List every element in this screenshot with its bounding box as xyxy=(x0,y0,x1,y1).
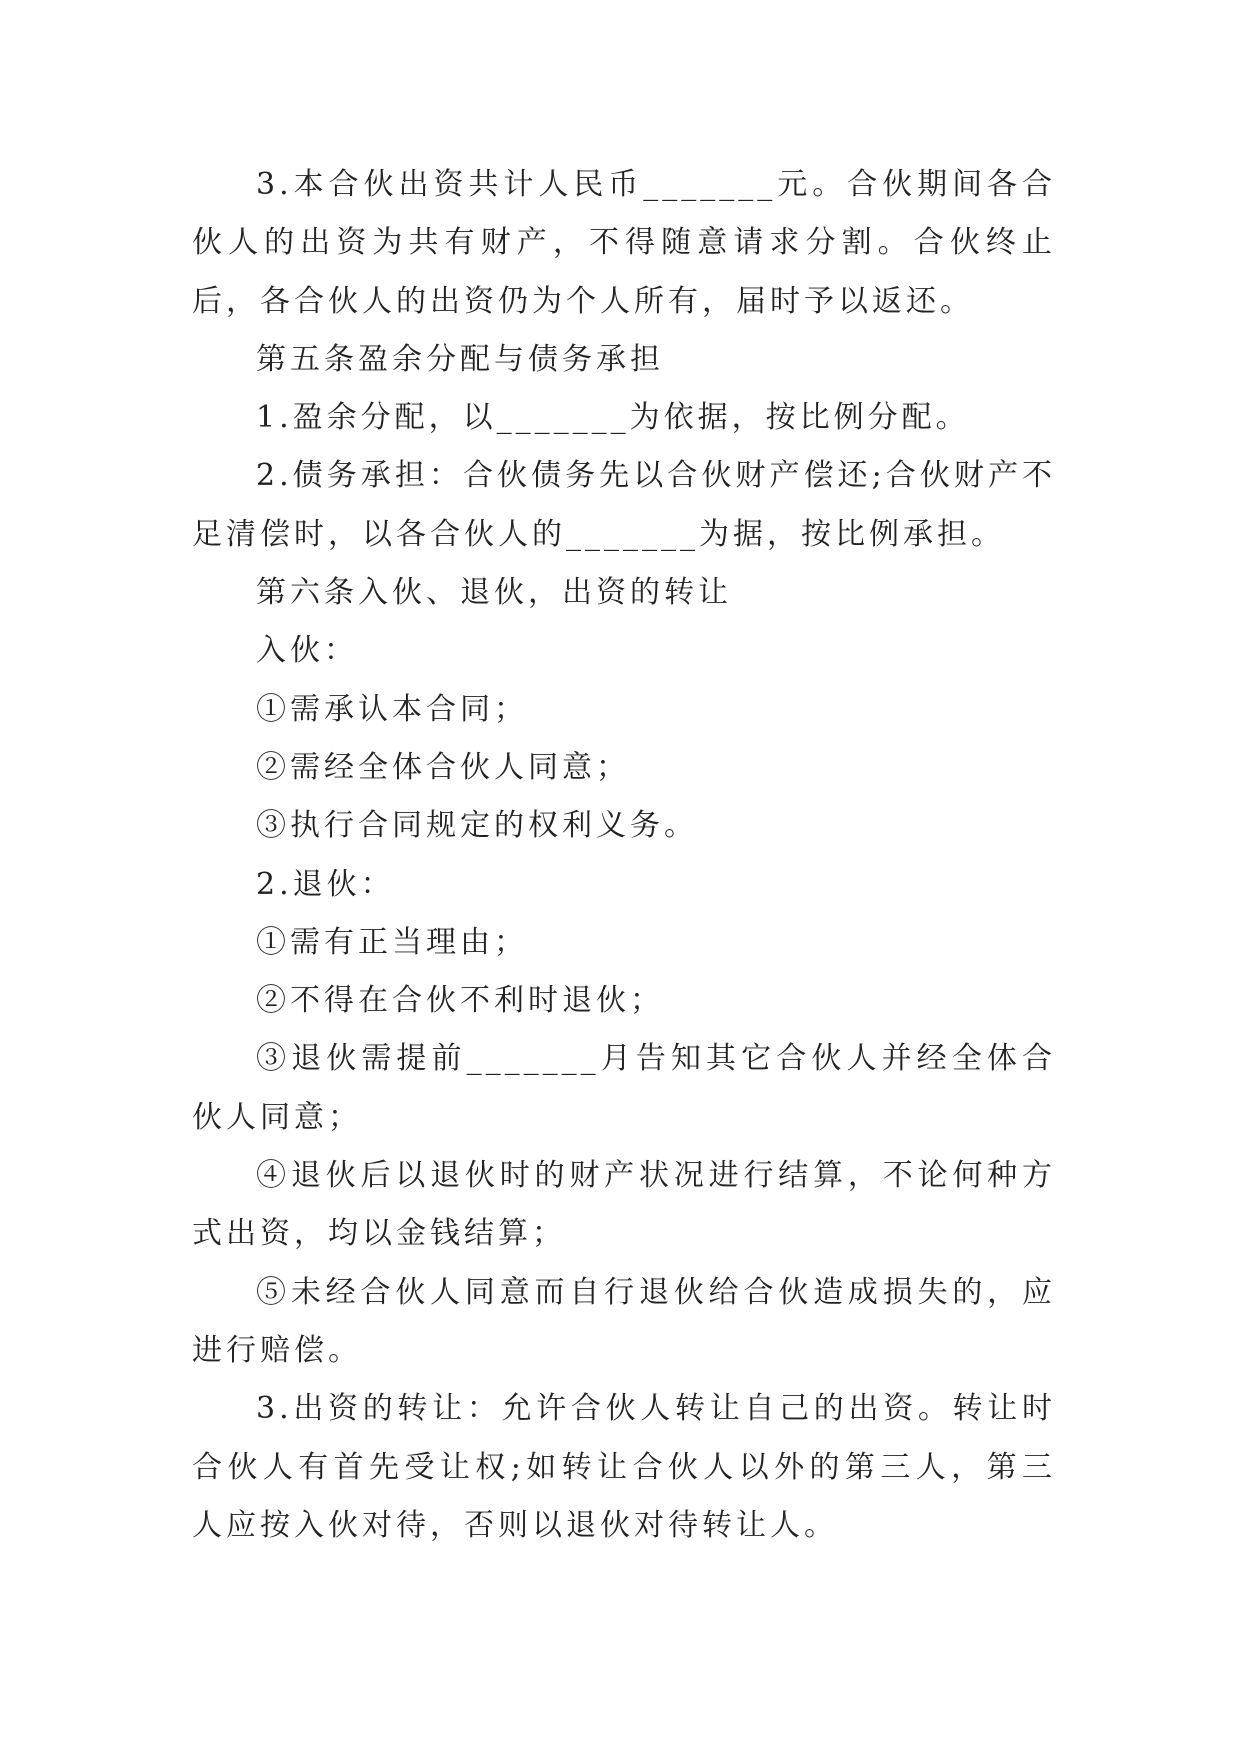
list-item-joining-2: ②需经全体合伙人同意； xyxy=(256,749,630,785)
paragraph-capital-transfer: 3.出资的转让：允许合伙人转让自己的出资。转让时合伙人有首先受让权;如转让合伙人以外的第三人，第三人应按入伙对待，否则以退伙对待转让人。 xyxy=(192,1391,1056,1543)
list-item-withdrawal-2: ②不得在合伙不利时退伙； xyxy=(256,983,664,1019)
paragraph-joining-title: 入伙： xyxy=(256,633,358,669)
list-item-withdrawal-5: ⑤未经合伙人同意而自行退伙给合伙造成损失的，应进行赔偿。 xyxy=(192,1274,1056,1368)
paragraph-withdrawal-title: 2.退伙： xyxy=(256,866,395,902)
paragraph-profit-distribution: 1.盈余分配，以_______为依据，按比例分配。 xyxy=(256,400,970,436)
paragraph-debt-bearing: 2.债务承担：合伙债务先以合伙财产偿还;合伙财产不足清偿时，以各合伙人的_______为据，按比例承担。 xyxy=(192,458,1056,552)
article-6-heading: 第六条入伙、退伙，出资的转让 xyxy=(256,575,732,611)
list-item-joining-3: ③执行合同规定的权利义务。 xyxy=(256,808,698,844)
list-item-withdrawal-3: ③退伙需提前_______月告知其它合伙人并经全体合伙人同意； xyxy=(192,1041,1056,1135)
list-item-withdrawal-1: ①需有正当理由； xyxy=(256,924,528,960)
list-item-joining-1: ①需承认本合同； xyxy=(256,691,528,727)
article-5-heading: 第五条盈余分配与债务承担 xyxy=(256,341,664,377)
document-body xyxy=(192,156,1056,1555)
list-item-withdrawal-4: ④退伙后以退伙时的财产状况进行结算，不论何种方式出资，均以金钱结算； xyxy=(192,1158,1056,1252)
paragraph-capital-total: 3.本合伙出资共计人民币_______元。合伙期间各合伙人的出资为共有财产，不得随意请求分割。合伙终止后，各合伙人的出资仍为个人所有，届时予以返还。 xyxy=(192,167,1056,319)
